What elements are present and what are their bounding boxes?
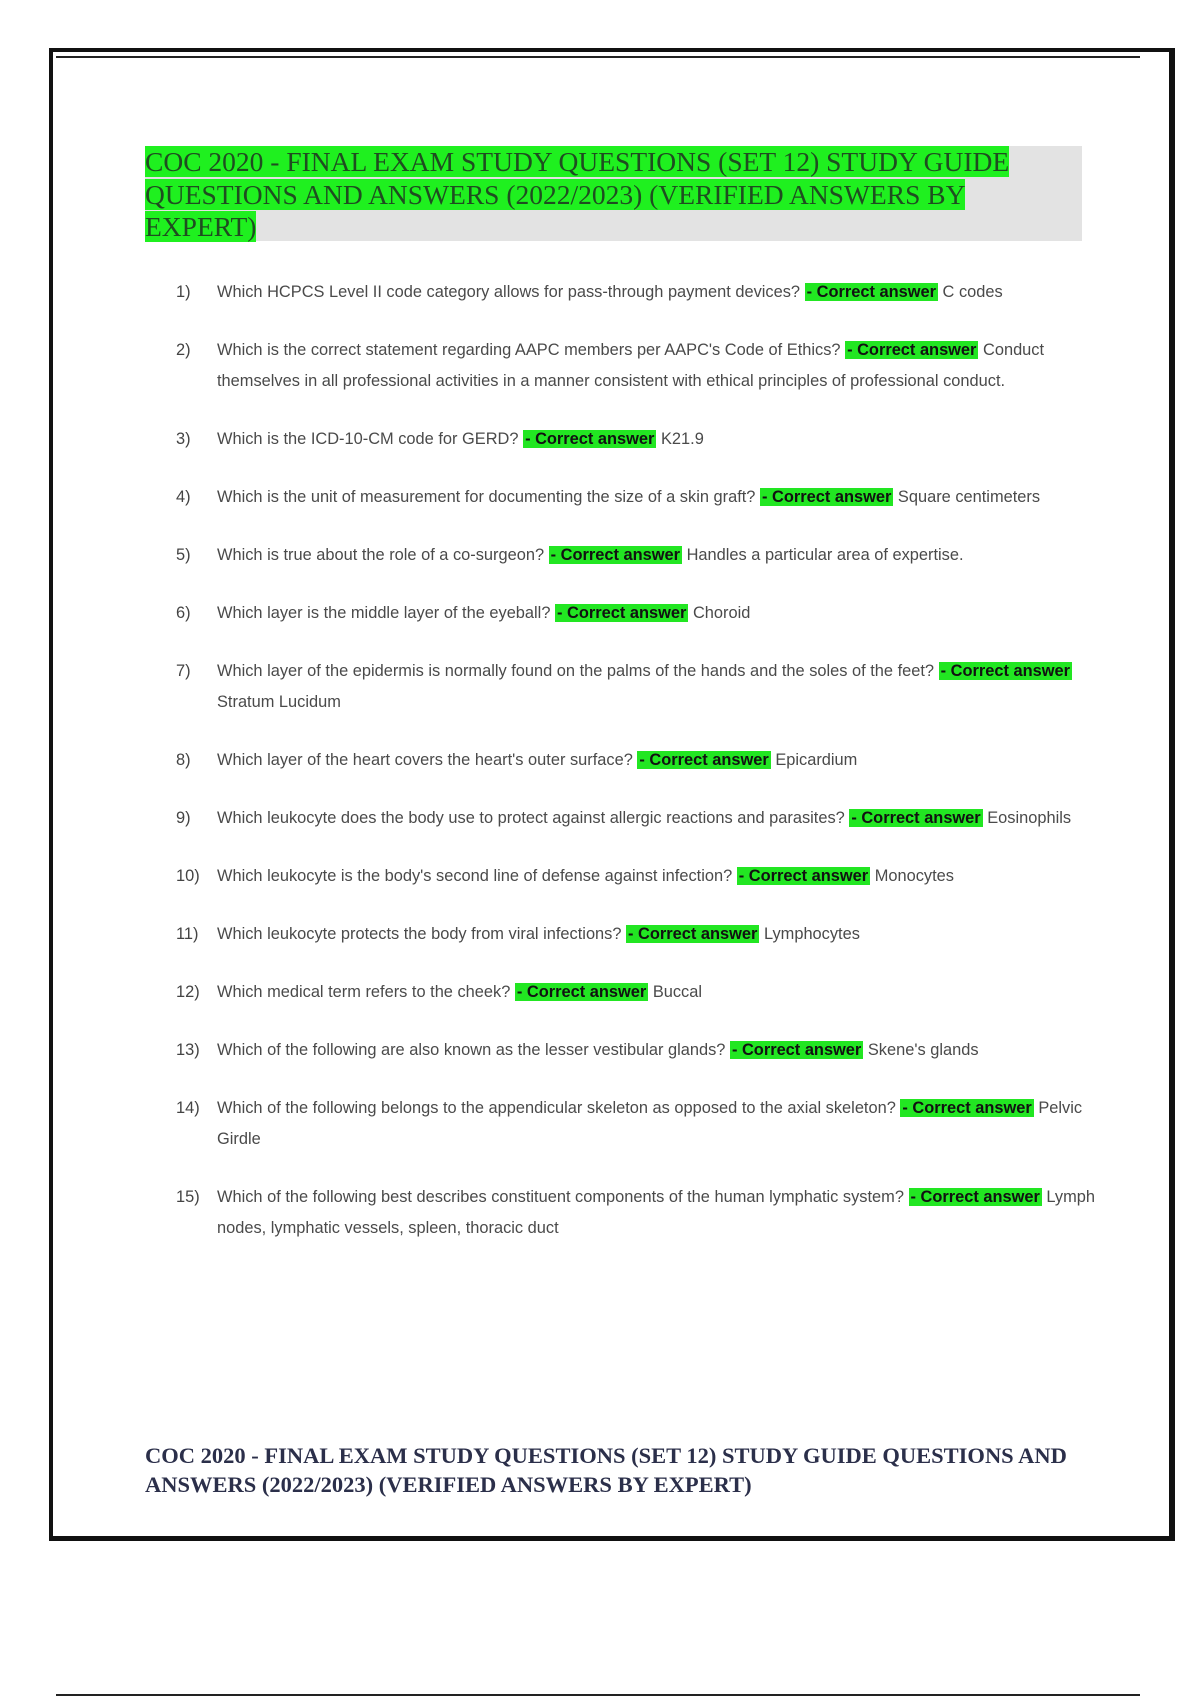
document-title [145,146,1082,244]
question-number: 4) [176,488,191,506]
question-number: 6) [176,604,191,622]
answer-text: Choroid [692,604,751,622]
correct-answer-marker: - Correct answer [806,283,936,301]
title-line: COC 2020 - FINAL EXAM STUDY QUESTIONS (SET 12) STUDY GUIDE [145,146,1010,177]
answer-text: Stratum Lucidum [217,693,341,711]
correct-answer-marker: - Correct answer [628,925,758,943]
question-item [176,598,1096,629]
correct-answer-marker: - Correct answer [516,983,647,1001]
correct-answer-marker: - Correct answer [910,1188,1040,1206]
footer-title: COC 2020 - FINAL EXAM STUDY QUESTIONS (SET 12) STUDY GUIDE QUESTIONS AND ANSWERS (2022/2023) (VERIFIED ANSWERS BY EXPERT) [145,1443,1067,1497]
question-item [176,803,1096,834]
question-text: Which layer of the epidermis is normally found on the palms of the hands and the soles of the feet? [217,662,935,680]
question-number: 11) [176,925,199,943]
answer-text: Monocytes [874,867,954,885]
question-text: Which of the following are also known as the lesser vestibular glands? [217,1041,726,1059]
answer-text: Pelvic Girdle [217,1099,1083,1148]
question-item [176,977,1096,1008]
question-text: Which layer is the middle layer of the eyeball? [217,604,551,622]
answer-text: Lymphocytes [763,925,860,943]
correct-answer-marker: - Correct answer [639,751,769,769]
question-item [176,1035,1096,1066]
question-number: 12) [176,983,200,1001]
question-text: Which is the correct statement regarding AAPC members per AAPC's Code of Ethics? [217,341,841,359]
question-item [176,745,1096,776]
correct-answer-marker: - Correct answer [940,662,1070,680]
question-text: Which leukocyte protects the body from viral infections? [217,925,622,943]
question-item [176,1093,1096,1155]
answer-text: Square centimeters [897,488,1041,506]
answer-text: Lymph nodes, lymphatic vessels, spleen, thoracic duct [217,1188,1096,1237]
question-text: Which leukocyte is the body's second line of defense against infection? [217,867,733,885]
question-text: Which is the ICD-10-CM code for GERD? [217,430,519,448]
question-number: 9) [176,809,191,827]
answer-text: Skene's glands [867,1041,979,1059]
answer-text: Epicardium [775,751,858,769]
bottom-rule [56,1694,1140,1696]
answer-text: Buccal [652,983,703,1001]
correct-answer-marker: - Correct answer [851,809,981,827]
question-list [176,277,1096,1271]
top-rule [56,56,1140,58]
title-line: QUESTIONS AND ANSWERS (2022/2023) (VERIFIED ANSWERS BY [145,178,966,210]
question-item [176,656,1096,718]
question-text: Which is the unit of measurement for documenting the size of a skin graft? [217,488,756,506]
answer-text: Handles a particular area of expertise. [686,546,964,564]
question-number: 10) [176,867,200,885]
question-item [176,861,1096,892]
title-line: EXPERT) [145,211,257,242]
question-text: Which of the following best describes constituent components of the human lymphatic system? [217,1188,904,1206]
question-item [176,277,1096,308]
question-number: 8) [176,751,191,769]
question-number: 3) [176,430,191,448]
question-text: Which medical term refers to the cheek? [217,983,511,1001]
question-item [176,1182,1096,1244]
question-number: 14) [176,1099,200,1117]
correct-answer-marker: - Correct answer [731,1041,862,1059]
correct-answer-marker: - Correct answer [557,604,687,622]
question-number: 2) [176,341,191,359]
question-text: Which of the following belongs to the appendicular skeleton as opposed to the axial skeleton? [217,1099,896,1117]
answer-text: C codes [942,283,1003,301]
correct-answer-marker: - Correct answer [738,867,869,885]
correct-answer-marker: - Correct answer [550,546,681,564]
question-number: 7) [176,662,191,680]
correct-answer-marker: - Correct answer [902,1099,1032,1117]
question-text: Which is true about the role of a co-surgeon? [217,546,545,564]
question-number: 1) [176,283,191,301]
question-item [176,482,1096,513]
question-number: 5) [176,546,191,564]
question-item [176,335,1096,397]
answer-text: K21.9 [660,430,704,448]
question-item [176,919,1096,950]
correct-answer-marker: - Correct answer [762,488,892,506]
question-item [176,424,1096,455]
question-number: 13) [176,1041,200,1059]
question-text: Which layer of the heart covers the heart's outer surface? [217,751,633,769]
correct-answer-marker: - Correct answer [525,430,655,448]
correct-answer-marker: - Correct answer [847,341,977,359]
question-text: Which leukocyte does the body use to protect against allergic reactions and parasites? [217,809,845,827]
question-item [176,540,1096,571]
question-number: 15) [176,1188,200,1206]
answer-text: Conduct themselves in all professional activities in a manner consistent with ethical principles of professional conduct. [217,341,1045,390]
document-title-block [145,146,1082,241]
answer-text: Eosinophils [987,809,1072,827]
question-text: Which HCPCS Level II code category allows for pass-through payment devices? [217,283,801,301]
